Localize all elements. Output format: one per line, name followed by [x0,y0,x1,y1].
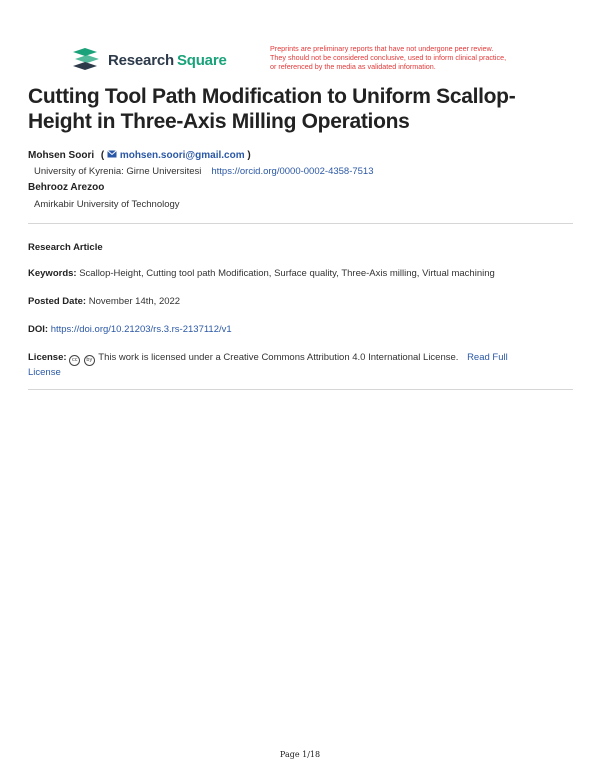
author-2-name: Behrooz Arezoo [28,182,105,193]
read-full-license-link[interactable]: Read Full [467,352,508,363]
author-2 [28,182,104,193]
envelope-icon [107,150,117,158]
doi-label: DOI: [28,324,49,335]
license-row [28,351,573,380]
license-text: This work is licensed under a Creative Commons Attribution 4.0 International License. [98,352,459,363]
author-2-affiliation-row [34,199,180,210]
article-type: Research Article [28,242,103,253]
divider-top [28,223,573,224]
keywords-value: Scallop-Height, Cutting tool path Modification, Surface quality, Three-Axis milling, Virtual machining [79,268,495,279]
logo-word-square: Square [176,51,227,69]
email-open-paren: ( [100,150,105,161]
logo-wordmark [108,52,227,69]
keywords-label: Keywords: [28,268,77,279]
license-label: License: [28,352,67,363]
author-1-affiliation-row [34,166,374,177]
creative-commons-icon: cc [69,355,80,366]
read-full-license-link-cont[interactable]: License [28,367,61,378]
notice-line-1: Preprints are preliminary reports that have not undergone peer review. [270,44,494,53]
author-1-name: Mohsen Soori [28,150,95,161]
page-number: Page 1/18 [279,750,321,759]
posted-date-row [28,295,573,309]
author-1 [28,150,251,161]
doi-link[interactable]: https://doi.org/10.21203/rs.3.rs-2137112/v1 [50,324,232,335]
email-close-paren: ) [247,150,251,161]
author-2-affiliation: Amirkabir University of Technology [34,199,180,210]
doi-row [28,323,573,337]
preprint-notice [270,44,560,71]
posted-date-value: November 14th, 2022 [88,296,181,307]
notice-line-2: They should not be considered conclusive, used to inform clinical practice, [270,53,507,62]
paper-title: Cutting Tool Path Modification to Uniform Scallop-Height in Three-Axis Milling Operations [28,85,516,133]
author-1-affiliation: University of Kyrenia: Girne Universitesi [34,166,202,177]
research-square-logo-icon [73,48,101,72]
research-square-logo[interactable] [73,48,227,72]
attribution-icon: by [84,355,95,366]
author-1-email-link[interactable]: mohsen.soori@gmail.com [119,150,245,161]
posted-date-label: Posted Date: [28,296,87,307]
author-1-orcid-link[interactable]: https://orcid.org/0000-0002-4358-7513 [211,166,374,177]
notice-line-3: or referenced by the media as validated information. [270,62,436,71]
keywords-row [28,267,573,281]
logo-word-research: Research [108,51,174,69]
divider-bottom [28,389,573,390]
